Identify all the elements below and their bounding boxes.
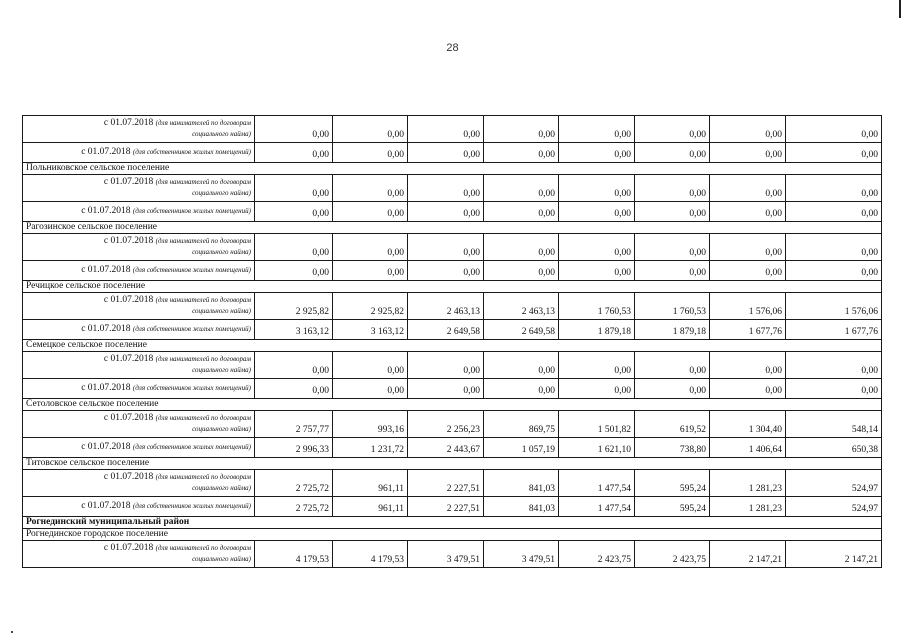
row-date: с 01.07.2018 <box>81 442 131 452</box>
table-row <box>23 202 882 222</box>
row-note-continued: социального найма) <box>192 130 251 138</box>
row-note: (для собственников жилых помещений) <box>132 266 251 274</box>
table-cell-value: 0,00 <box>635 175 710 202</box>
row-label-line <box>26 413 251 424</box>
table-cell-value: 1 760,53 <box>559 293 635 320</box>
table-cell-value: 0,00 <box>408 352 484 379</box>
row-label <box>23 438 255 458</box>
section-title: Польниковское сельское поселение <box>23 163 882 175</box>
section-title: Рагозинское сельское поселение <box>23 222 882 234</box>
table-row <box>23 143 882 163</box>
row-label-line <box>26 206 251 217</box>
table-cell-value: 0,00 <box>786 261 882 281</box>
table-cell-value: 0,00 <box>484 234 559 261</box>
row-label <box>23 379 255 399</box>
row-label-line <box>26 383 251 394</box>
table-cell-value: 0,00 <box>333 116 408 143</box>
table-cell-value: 2 227,51 <box>408 497 484 517</box>
table-cell-value: 2 649,58 <box>484 320 559 340</box>
table-cell-value: 738,80 <box>635 438 710 458</box>
table-cell-value: 0,00 <box>484 261 559 281</box>
table-cell-value: 3 163,12 <box>255 320 333 340</box>
table-cell-value: 0,00 <box>333 352 408 379</box>
table-row <box>23 438 882 458</box>
table-cell-value: 0,00 <box>635 234 710 261</box>
row-label-line <box>26 501 251 512</box>
page-edge-mark <box>899 0 901 18</box>
table-cell-value: 0,00 <box>710 175 786 202</box>
table-cell-value: 0,00 <box>786 379 882 399</box>
section-title: Сетоловское сельское поселение <box>23 399 882 411</box>
table-cell-value: 0,00 <box>333 175 408 202</box>
table-cell-value: 2 925,82 <box>255 293 333 320</box>
section-row <box>23 281 882 293</box>
table-cell-value: 0,00 <box>710 379 786 399</box>
row-label-line <box>26 147 251 158</box>
section-row <box>23 340 882 352</box>
section-title: Семецкое сельское поселение <box>23 340 882 352</box>
table-cell-value: 0,00 <box>786 202 882 222</box>
row-note-continued: социального найма) <box>192 484 251 492</box>
section-title: Рогнединское городское поселение <box>23 529 882 541</box>
row-label <box>23 470 255 497</box>
tariff-table <box>22 115 882 568</box>
table-cell-value: 0,00 <box>484 143 559 163</box>
table-cell-value: 0,00 <box>559 175 635 202</box>
table-cell-value: 2 925,82 <box>333 293 408 320</box>
table-cell-value: 2 649,58 <box>408 320 484 340</box>
row-label <box>23 175 255 202</box>
row-date: с 01.07.2018 <box>103 543 154 553</box>
row-label-line <box>26 236 251 247</box>
table-cell-value: 1 576,06 <box>710 293 786 320</box>
table-cell-value: 524,97 <box>786 497 882 517</box>
row-label-line <box>26 265 251 276</box>
table-cell-value: 0,00 <box>408 261 484 281</box>
table-cell-value: 0,00 <box>635 261 710 281</box>
table-cell-value: 2 147,21 <box>710 541 786 568</box>
table-cell-value: 2 725,72 <box>255 470 333 497</box>
row-date: с 01.07.2018 <box>81 206 131 216</box>
row-label <box>23 143 255 163</box>
row-label-line <box>26 295 251 306</box>
section-row <box>23 458 882 470</box>
row-label-line <box>26 324 251 335</box>
row-note-continued: социального найма) <box>192 307 251 315</box>
table-cell-value: 2 463,13 <box>408 293 484 320</box>
table-row <box>23 470 882 497</box>
table-cell-value: 1 477,54 <box>559 470 635 497</box>
row-label <box>23 202 255 222</box>
table-cell-value: 2 443,67 <box>408 438 484 458</box>
table-cell-value: 0,00 <box>559 352 635 379</box>
table-row <box>23 541 882 568</box>
table-cell-value: 3 479,51 <box>484 541 559 568</box>
table-cell-value: 1 231,72 <box>333 438 408 458</box>
table-cell-value: 0,00 <box>255 234 333 261</box>
table-cell-value: 0,00 <box>786 352 882 379</box>
row-note: (для нанимателей по договорам <box>155 473 251 481</box>
table-cell-value: 2 147,21 <box>786 541 882 568</box>
district-title: Рогнединский муниципальный район <box>23 517 882 529</box>
table-cell-value: 993,16 <box>333 411 408 438</box>
table-cell-value: 1 281,23 <box>710 497 786 517</box>
table-cell-value: 3 479,51 <box>408 541 484 568</box>
table-cell-value: 0,00 <box>710 116 786 143</box>
row-note-continued: социального найма) <box>192 366 251 374</box>
row-date: с 01.07.2018 <box>81 265 131 275</box>
table-cell-value: 0,00 <box>786 175 882 202</box>
table-cell-value: 2 996,33 <box>255 438 333 458</box>
table-row <box>23 175 882 202</box>
table-cell-value: 0,00 <box>255 175 333 202</box>
table-cell-value: 2 757,77 <box>255 411 333 438</box>
table-cell-value: 0,00 <box>786 143 882 163</box>
table-cell-value: 4 179,53 <box>333 541 408 568</box>
row-label <box>23 541 255 568</box>
row-date: с 01.07.2018 <box>103 472 154 482</box>
table-cell-value: 961,11 <box>333 470 408 497</box>
row-label <box>23 234 255 261</box>
row-note-continued: социального найма) <box>192 555 251 563</box>
page-number: 28 <box>446 42 459 54</box>
table-row <box>23 352 882 379</box>
table-cell-value: 548,14 <box>786 411 882 438</box>
table-cell-value: 0,00 <box>710 234 786 261</box>
row-label <box>23 320 255 340</box>
table-cell-value: 0,00 <box>710 143 786 163</box>
table-cell-value: 1 879,18 <box>635 320 710 340</box>
table-cell-value: 0,00 <box>333 202 408 222</box>
row-date: с 01.07.2018 <box>103 413 154 423</box>
row-date: с 01.07.2018 <box>103 177 154 187</box>
table-cell-value: 0,00 <box>408 234 484 261</box>
row-note: (для нанимателей по договорам <box>155 119 251 127</box>
row-label <box>23 352 255 379</box>
table-cell-value: 1 477,54 <box>559 497 635 517</box>
table-cell-value: 2 423,75 <box>559 541 635 568</box>
scan-speck <box>11 631 13 633</box>
table-cell-value: 0,00 <box>333 261 408 281</box>
table-cell-value: 869,75 <box>484 411 559 438</box>
table-cell-value: 0,00 <box>255 379 333 399</box>
table-cell-value: 0,00 <box>559 261 635 281</box>
table-cell-value: 961,11 <box>333 497 408 517</box>
table-cell-value: 2 725,72 <box>255 497 333 517</box>
table-cell-value: 0,00 <box>559 234 635 261</box>
table-body <box>23 116 882 568</box>
table-cell-value: 0,00 <box>255 143 333 163</box>
table-row <box>23 234 882 261</box>
table-cell-value: 3 163,12 <box>333 320 408 340</box>
row-label-line <box>26 177 251 188</box>
table-cell-value: 0,00 <box>408 379 484 399</box>
row-note: (для нанимателей по договорам <box>155 178 251 186</box>
row-label-line <box>26 543 251 554</box>
row-label-line <box>26 354 251 365</box>
table-cell-value: 2 256,23 <box>408 411 484 438</box>
row-date: с 01.07.2018 <box>81 147 131 157</box>
row-label-line <box>26 472 251 483</box>
row-label-line <box>26 442 251 453</box>
table-cell-value: 1 760,53 <box>635 293 710 320</box>
table-cell-value: 0,00 <box>333 143 408 163</box>
table-row <box>23 411 882 438</box>
table-cell-value: 595,24 <box>635 497 710 517</box>
table-cell-value: 0,00 <box>484 202 559 222</box>
table-cell-value: 0,00 <box>255 352 333 379</box>
section-title: Титовское сельское поселение <box>23 458 882 470</box>
table-cell-value: 0,00 <box>786 234 882 261</box>
table-cell-value: 0,00 <box>484 379 559 399</box>
row-note: (для нанимателей по договорам <box>155 414 251 422</box>
table-cell-value: 0,00 <box>408 175 484 202</box>
table-row <box>23 116 882 143</box>
table-cell-value: 0,00 <box>484 116 559 143</box>
table-cell-value: 0,00 <box>710 202 786 222</box>
row-label <box>23 261 255 281</box>
table-cell-value: 1 304,40 <box>710 411 786 438</box>
table-cell-value: 841,03 <box>484 497 559 517</box>
row-label <box>23 293 255 320</box>
table-cell-value: 1 501,82 <box>559 411 635 438</box>
table-cell-value: 0,00 <box>484 352 559 379</box>
row-note: (для собственников жилых помещений) <box>132 325 251 333</box>
table-cell-value: 619,52 <box>635 411 710 438</box>
table-row <box>23 497 882 517</box>
table-cell-value: 524,97 <box>786 470 882 497</box>
row-label <box>23 411 255 438</box>
table-cell-value: 0,00 <box>408 116 484 143</box>
row-date: с 01.07.2018 <box>103 295 154 305</box>
table-cell-value: 2 227,51 <box>408 470 484 497</box>
section-title: Речицкое сельское поселение <box>23 281 882 293</box>
row-note-continued: социального найма) <box>192 425 251 433</box>
row-note: (для нанимателей по договорам <box>155 237 251 245</box>
table-cell-value: 650,38 <box>786 438 882 458</box>
table-cell-value: 1 677,76 <box>786 320 882 340</box>
row-date: с 01.07.2018 <box>103 118 154 128</box>
table-row <box>23 261 882 281</box>
table-cell-value: 0,00 <box>635 202 710 222</box>
row-note: (для нанимателей по договорам <box>155 355 251 363</box>
section-row <box>23 529 882 541</box>
table-cell-value: 0,00 <box>255 261 333 281</box>
table-row <box>23 379 882 399</box>
row-note: (для нанимателей по договорам <box>155 296 251 304</box>
row-label <box>23 116 255 143</box>
table-row <box>23 293 882 320</box>
row-note: (для собственников жилых помещений) <box>132 502 251 510</box>
row-note-continued: социального найма) <box>192 189 251 197</box>
row-note: (для собственников жилых помещений) <box>132 148 251 156</box>
row-note: (для собственников жилых помещений) <box>132 443 251 451</box>
row-note: (для собственников жилых помещений) <box>132 384 251 392</box>
row-note: (для нанимателей по договорам <box>155 544 251 552</box>
table-cell-value: 0,00 <box>255 202 333 222</box>
table-row <box>23 320 882 340</box>
table-cell-value: 0,00 <box>635 116 710 143</box>
row-date: с 01.07.2018 <box>103 354 154 364</box>
table-cell-value: 1 879,18 <box>559 320 635 340</box>
table-cell-value: 2 463,13 <box>484 293 559 320</box>
table-cell-value: 595,24 <box>635 470 710 497</box>
table-cell-value: 0,00 <box>559 143 635 163</box>
table-cell-value: 0,00 <box>484 175 559 202</box>
row-label-line <box>26 118 251 129</box>
table-cell-value: 0,00 <box>559 116 635 143</box>
table-cell-value: 4 179,53 <box>255 541 333 568</box>
table-cell-value: 0,00 <box>710 261 786 281</box>
row-date: с 01.07.2018 <box>81 324 131 334</box>
table-cell-value: 0,00 <box>635 352 710 379</box>
table-cell-value: 0,00 <box>559 202 635 222</box>
section-row <box>23 163 882 175</box>
section-row <box>23 399 882 411</box>
table-cell-value: 0,00 <box>786 116 882 143</box>
table-cell-value: 0,00 <box>408 202 484 222</box>
table-cell-value: 0,00 <box>408 143 484 163</box>
table-cell-value: 1 406,64 <box>710 438 786 458</box>
table-cell-value: 0,00 <box>635 143 710 163</box>
row-date: с 01.07.2018 <box>103 236 154 246</box>
row-note-continued: социального найма) <box>192 248 251 256</box>
table-cell-value: 0,00 <box>333 379 408 399</box>
row-note: (для собственников жилых помещений) <box>132 207 251 215</box>
table-cell-value: 1 057,19 <box>484 438 559 458</box>
row-label <box>23 497 255 517</box>
table-cell-value: 841,03 <box>484 470 559 497</box>
table-cell-value: 1 576,06 <box>786 293 882 320</box>
table-cell-value: 0,00 <box>559 379 635 399</box>
section-row <box>23 222 882 234</box>
table-cell-value: 2 423,75 <box>635 541 710 568</box>
row-date: с 01.07.2018 <box>81 383 131 393</box>
table-cell-value: 0,00 <box>333 234 408 261</box>
table-cell-value: 1 281,23 <box>710 470 786 497</box>
table-cell-value: 0,00 <box>710 352 786 379</box>
row-date: с 01.07.2018 <box>81 501 131 511</box>
district-row <box>23 517 882 529</box>
table-cell-value: 0,00 <box>635 379 710 399</box>
table-cell-value: 1 677,76 <box>710 320 786 340</box>
table-cell-value: 1 621,10 <box>559 438 635 458</box>
table-cell-value: 0,00 <box>255 116 333 143</box>
